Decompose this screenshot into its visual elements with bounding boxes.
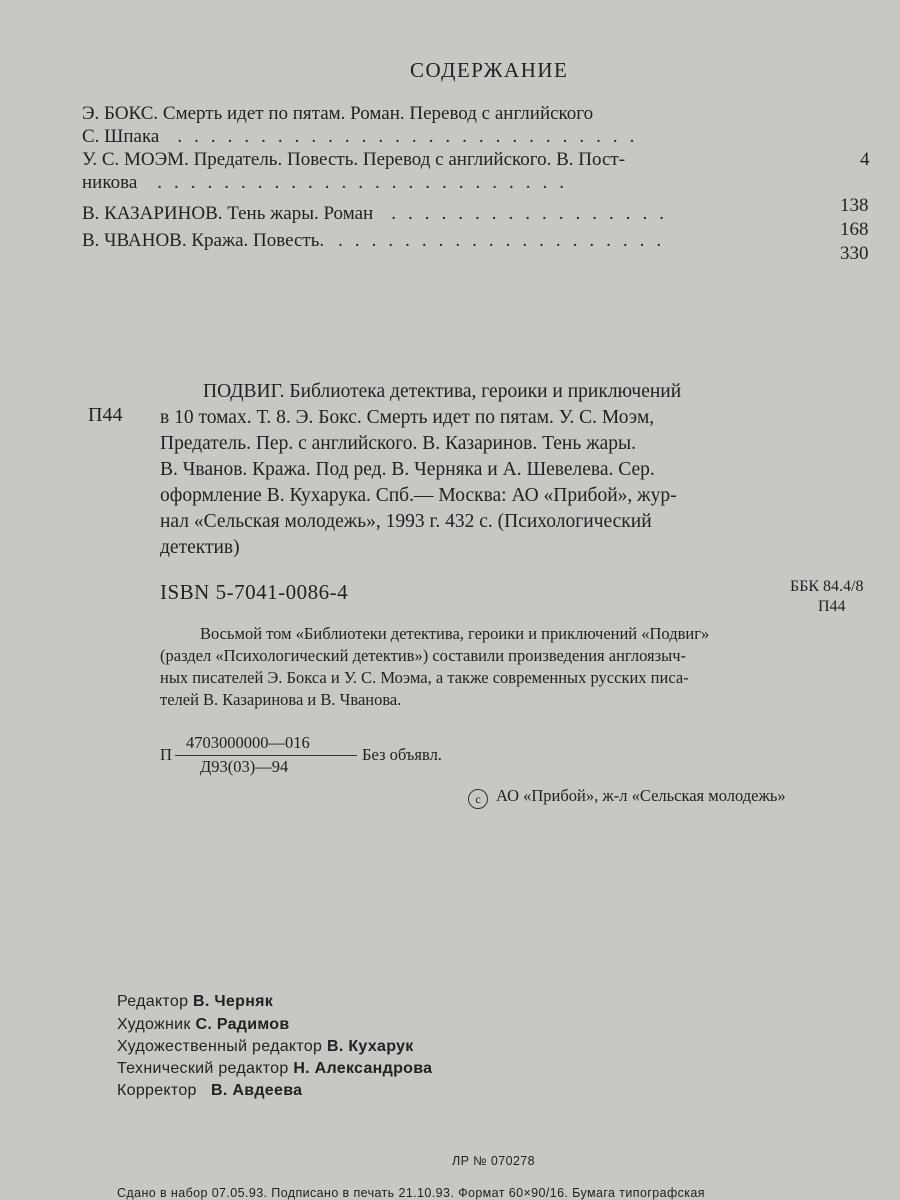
toc-entry-1-page: 4 [860,149,870,170]
catalog-line-4: В. Чванов. Кража. Под ред. В. Черняка и А. Шевелева. Сер. [160,459,655,480]
credit-tech-editor: Технический редактор Н. Александрова [117,1060,433,1077]
annotation-line-3: ных писателей Э. Бокса и У. С. Моэма, а также современных русских писа- [160,668,689,687]
toc-entry-2-page: 138 [840,195,869,216]
credit-proofreader: Корректор В. Авдеева [117,1082,303,1099]
credit-artist: Художник С. Радимов [117,1016,290,1033]
price-note: Без объявл. [362,745,442,764]
toc-entry-4: В. ЧВАНОВ. Кража. Повесть. .................... [82,230,674,251]
fraction-line [175,755,357,756]
annotation-line-4: телей В. Казаринова и В. Чванова. [160,690,402,709]
annotation-line-1: Восьмой том «Библиотеки детектива, героики и приключений «Подвиг» [200,624,710,643]
copyright-icon: c [468,789,488,809]
price-prefix: П [160,745,172,764]
isbn: ISBN 5-7041-0086-4 [160,580,349,604]
toc-entry-4-page: 330 [840,243,869,264]
toc-entry-1-line2: С. Шпака ............................ [82,126,647,147]
price-numerator: 4703000000—016 [186,733,310,752]
catalog-line-2: в 10 томах. Т. 8. Э. Бокс. Смерть идет по пятам. У. С. Моэм, [160,407,655,428]
contents-title: СОДЕРЖАНИЕ [410,58,569,82]
price-denominator: Д93(03)—94 [200,757,289,776]
toc-entry-3: В. КАЗАРИНОВ. Тень жары. Роман ................. [82,203,676,224]
imprint-line: Сдано в набор 07.05.93. Подписано в печать 21.10.93. Формат 60×90/16. Бумага типографская [117,1186,705,1200]
catalog-line-3: Предатель. Пер. с английского. В. Казаринов. Тень жары. [160,433,636,454]
toc-entry-2-line1: У. С. МОЭМ. Предатель. Повесть. Перевод с английского. В. Пост- [82,149,626,170]
credit-editor: Редактор В. Черняк [117,993,274,1010]
credit-art-editor: Художественный редактор В. Кухарук [117,1038,414,1055]
toc-entry-1-line1: Э. БОКС. Смерть идет по пятам. Роман. Перевод с английского [82,103,594,124]
license-number: ЛР № 070278 [452,1154,536,1168]
catalog-line-7: детектив) [160,537,240,558]
toc-entry-3-page: 168 [840,219,869,240]
annotation-line-2: (раздел «Психологический детектив») составили произведения англоязыч- [160,646,686,665]
catalog-line-6: нал «Сельская молодежь», 1993 г. 432 с. (Психологический [160,511,652,532]
copyright: c АО «Прибой», ж-л «Сельская молодежь» [468,786,786,809]
catalog-line-5: оформление В. Кухарука. Спб.— Москва: АО «Прибой», жур- [160,485,677,506]
catalog-line-1: ПОДВИГ. Библиотека детектива, героики и приключений [203,381,682,402]
bbk-code-2: П44 [818,598,846,615]
catalog-code: П44 [88,404,123,426]
toc-entry-2-line2: никова ......................... [82,172,577,193]
bbk-code: ББК 84.4/8 [790,578,864,595]
